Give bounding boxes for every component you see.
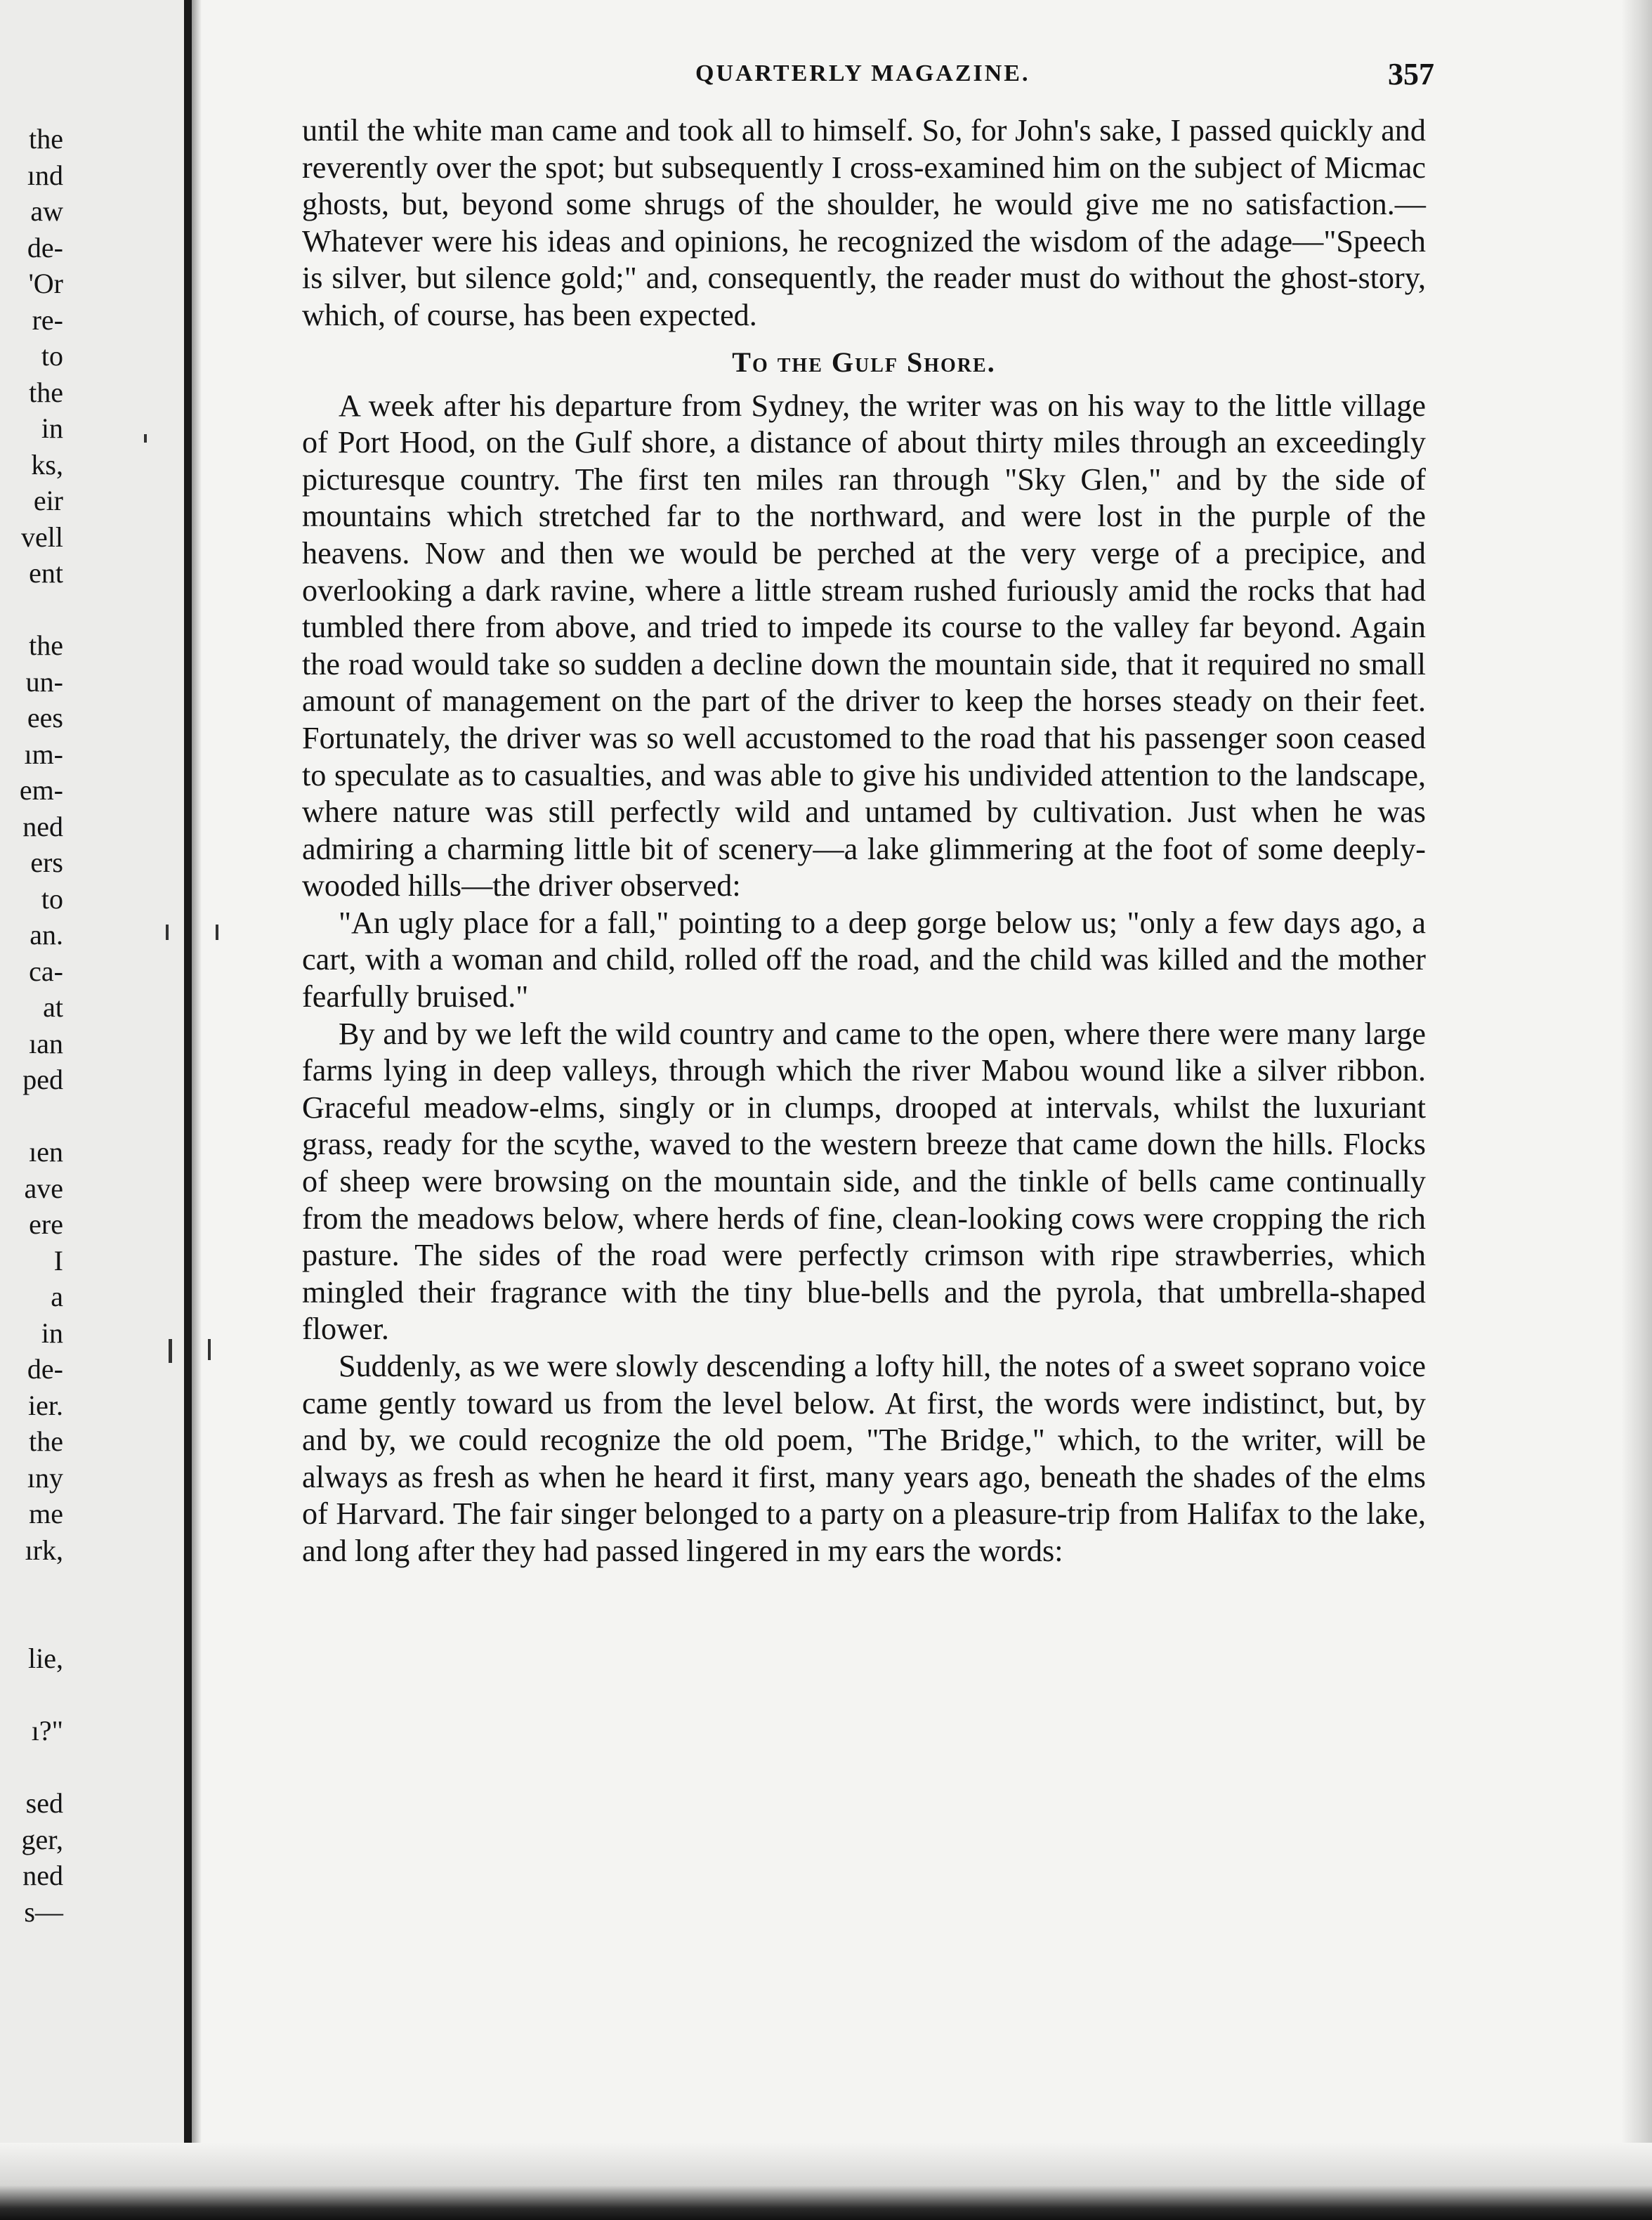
previous-page-fragment: 'Or [28,268,63,299]
paragraph-farms: By and by we left the wild country and came to the open, where there were many large farms lying in deep valleys, through which the river Mabou wound like a silver ribbon. Graceful meadow-elms, singly or in clumps, drooped at intervals, whilst the luxuriant grass, ready for the scythe, waved to the western breeze that came down the hills. Flocks of sheep were browsing on the mountain side, and the tinkle of bells came continually from the meadows below, where herds of fine, clean-looking cows were cropping the rich pasture. The sides of the road were perfectly crimson with ripe strawberries, which mingled their fragrance with the tiny blue-bells and the pyrola, that umbrella-shaped flower. [302,1016,1426,1347]
previous-page-fragment: eir [33,485,63,516]
previous-page-fragment: ent [29,557,63,589]
previous-page-fragment: ave [24,1172,63,1204]
previous-page-fragment: ers [30,847,63,878]
previous-page-fragment: an. [29,919,63,951]
previous-page-fragment: ca- [29,955,63,987]
previous-page-fragment: ier. [28,1389,63,1421]
previous-page-fragment: ere [29,1208,63,1240]
previous-page-fragment [0,592,63,628]
previous-page-fragment [0,1749,63,1786]
previous-page-fragment: s— [24,1895,63,1928]
page-number: 357 [1388,57,1434,91]
section-heading: To the Gulf Shore. [732,346,996,378]
scan-speck [208,1339,211,1360]
previous-page-fragment: the [29,1425,63,1457]
previous-page-fragment: ned [22,810,63,842]
previous-page-fragment: re- [32,303,63,336]
previous-page-fragment: at [43,991,63,1023]
previous-page-fragment: un- [25,665,63,698]
previous-page-fragment: me [29,1498,63,1529]
previous-page-fragment: in [41,412,63,444]
paragraph-driver-quote: "An ugly place for a fall," pointing to a deep gorge below us; "only a few days ago, a cart, with a woman and child, rolled off the road, and the child was killed and the mother fearfully bruised." [302,905,1426,1014]
previous-page-fragment: lie, [28,1643,63,1674]
magazine-page [302,56,1434,1570]
previous-page-fragment: ks, [31,448,63,481]
previous-page-fragment: em- [19,774,63,806]
previous-page-fragment: ınd [27,159,63,191]
previous-page-fragment [0,1098,63,1135]
previous-page-fragment: the [29,123,63,155]
page-right-edge [1621,0,1652,2220]
previous-page-fragment: ned [22,1860,63,1891]
previous-page-fragment: ger, [21,1823,63,1855]
scan-speck [166,925,169,940]
previous-page-fragment [0,1605,63,1641]
previous-page-fragment: de- [27,1353,63,1385]
previous-page-edge [0,0,184,2220]
previous-page-fragment: aw [30,195,63,227]
previous-page-fragment: ıny [27,1461,63,1494]
scan-speck [169,1339,172,1363]
previous-page-fragment [0,1677,63,1713]
previous-page-fragment: to [41,340,63,372]
previous-page-fragment: sed [25,1787,63,1819]
scan-speck [144,434,147,443]
previous-page-fragment [0,1568,63,1605]
previous-page-fragment: de- [27,231,63,263]
previous-page-fragment: ı?" [31,1715,63,1746]
running-head-title: QUARTERLY MAGAZINE. [695,60,1030,86]
gutter-shadow [192,0,202,2220]
previous-page-fragment: in [41,1317,63,1349]
paragraph-ghost-story: until the white man came and took all to himself. So, for John's sake, I passed quickly and reverently over the spot; but subsequently I cross-examined him on the subject of Micmac ghosts, but, beyond some shrugs of the shoulder, he would give me no satisfaction.—Whatever were his ideas and opinions, he recognized the wisdom of the adage—"Speech is silver, but silence gold;" and, consequently, the reader must do without the ghost-story, which, of course, has been expected. [302,113,1426,332]
previous-page-fragment: ped [22,1064,63,1095]
scan-speck [216,925,218,940]
running-head [302,56,1434,112]
previous-page-fragment: vell [21,521,63,553]
previous-page-fragment: ıen [29,1136,63,1168]
previous-page-fragment: the [29,376,63,408]
paragraph-song: Suddenly, as we were slowly descending a lofty hill, the notes of a sweet soprano voice came gently toward us from the level below. At first, the words were indistinct, but, by and by, we could recognize the old poem, "The Bridge," which, to the writer, will be always as fresh as when he heard it first, many years ago, beneath the shades of the elms of Harvard. The fair singer belonged to a party on a pleasure-trip from Halifax to the lake, and long after they had passed lingered in my ears the words: [302,1349,1426,1568]
page-gutter [184,0,192,2220]
previous-page-fragment: a [51,1281,63,1312]
previous-page-fragment: ees [27,702,63,733]
previous-page-fragment: I [53,1244,63,1276]
previous-page-fragment: ırk, [25,1534,63,1566]
paragraph-journey: A week after his departure from Sydney, the writer was on his way to the little village of Port Hood, on the Gulf shore, a distance of about thirty miles through an exceedingly picturesque country. The first ten miles ran through "Sky Glen," and by the side of mountains which stretched far to the northward, and were lost in the purple of the heavens. Now and then we would be perched at the very verge of a precipice, and overlooking a dark ravine, where a little stream rushed furiously amid the rocks that had tumbled there from above, and tried to impede its course to the valley far beyond. Again the road would take so sudden a decline down the mountain side, that it required no small amount of management on the part of the driver to keep the horses steady on their feet. Fortunately, the driver was so well accustomed to the road that his passenger soon ceased to speculate as to casualties, and was able to give his undivided attention to the landscape, where nature was still perfectly wild and untamed by cultivation. Just when he was admiring a charming little bit of scenery—a lake glimmering at the foot of some deeply-wooded hills—the driver observed: [302,388,1426,903]
previous-page-fragment: ım- [24,738,63,770]
previous-page-fragment: to [41,882,63,915]
previous-page-text-fragments [0,121,63,1930]
previous-page-fragment: ıan [29,1027,63,1059]
scan-bottom-edge [0,2143,1652,2220]
previous-page-fragment: the [29,629,63,661]
